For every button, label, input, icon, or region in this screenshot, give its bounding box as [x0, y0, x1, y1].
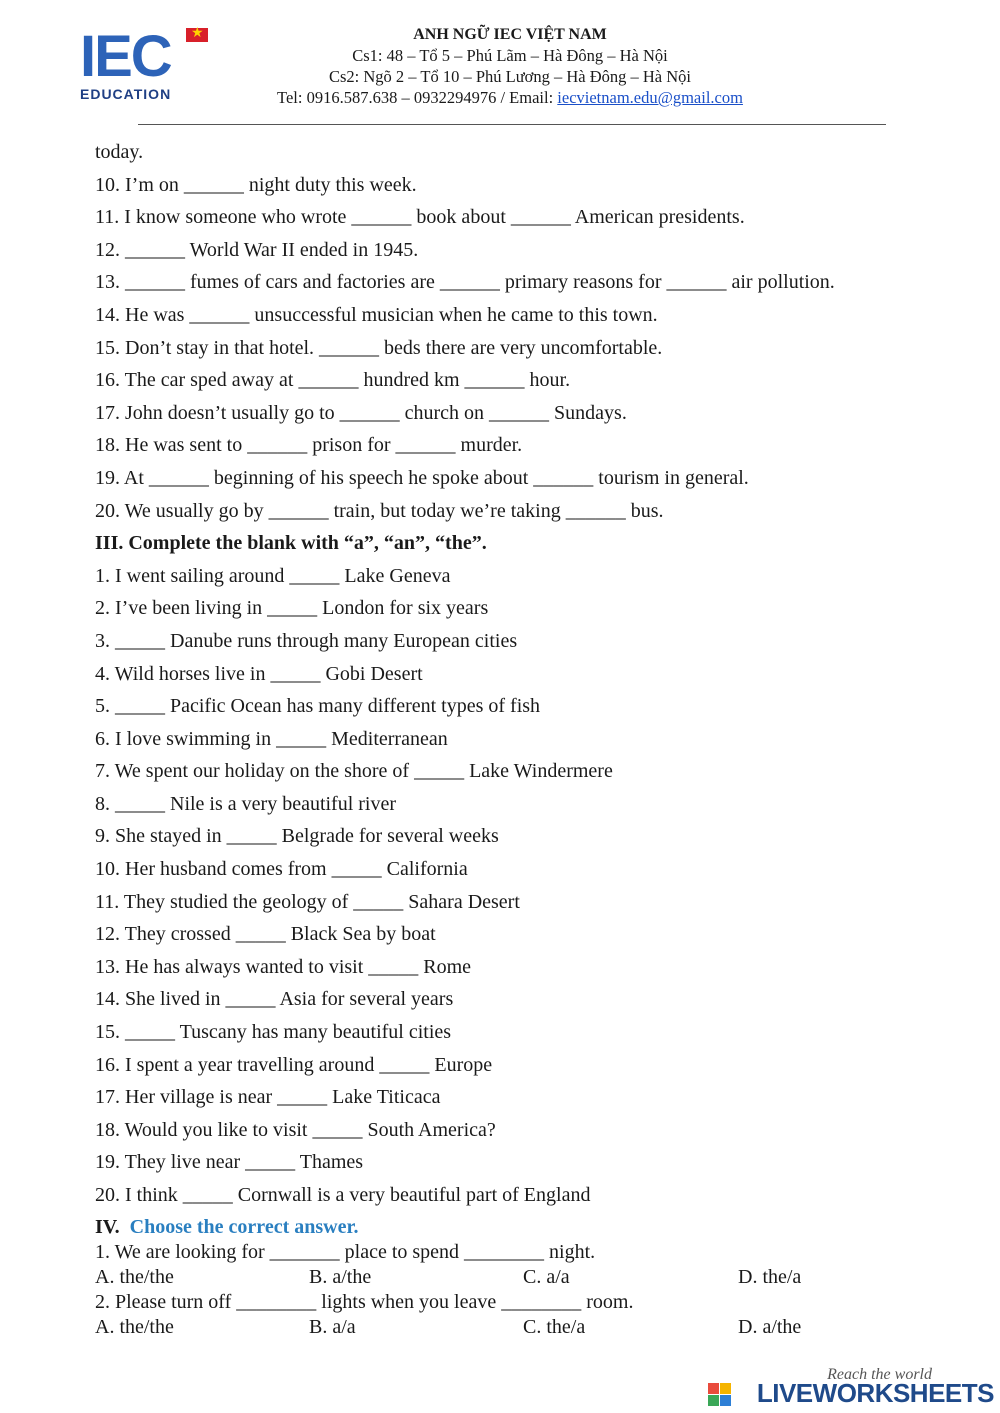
- mc-option[interactable]: D. a/the: [738, 1315, 802, 1338]
- exercise-item: 7. We spent our holiday on the shore of _____ Lake Windermere: [95, 760, 613, 783]
- exercise-item: 2. I’ve been living in _____ London for six years: [95, 597, 489, 620]
- exercise-item: 18. Would you like to visit _____ South America?: [95, 1118, 496, 1141]
- exercise-item: 14. She lived in _____ Asia for several years: [95, 988, 454, 1011]
- section4-numeral: IV.: [95, 1215, 120, 1238]
- exercise-item: 11. I know someone who wrote ______ book about ______ American presidents.: [95, 206, 745, 229]
- iec-logo: [80, 26, 212, 108]
- logo-subtext: EDUCATION: [80, 86, 172, 102]
- section4-list: [95, 1240, 955, 1340]
- exercise-item: 14. He was ______ unsuccessful musician when he came to this town.: [95, 303, 658, 326]
- mc-options: [95, 1265, 955, 1290]
- section4-title: Choose the correct answer.: [129, 1215, 359, 1238]
- mc-option[interactable]: A. the/the: [95, 1265, 174, 1288]
- email-link[interactable]: iecvietnam.edu@gmail.com: [557, 88, 743, 107]
- exercise-item: 1. I went sailing around _____ Lake Geneva: [95, 564, 451, 587]
- letterhead: [200, 24, 820, 108]
- exercise-item: 9. She stayed in _____ Belgrade for several weeks: [95, 825, 499, 848]
- exercise-item: 12. They crossed _____ Black Sea by boat: [95, 923, 436, 946]
- exercise-item: 17. Her village is near _____ Lake Titicaca: [95, 1086, 441, 1109]
- exercise-item: 20. I think _____ Cornwall is a very beautiful part of England: [95, 1184, 591, 1206]
- exercise-item: 4. Wild horses live in _____ Gobi Desert: [95, 662, 423, 685]
- mc-question: 1. We are looking for _______ place to spend ________ night.: [95, 1240, 596, 1263]
- liveworksheets-logo-icon: [708, 1383, 732, 1407]
- exercise-item: 6. I love swimming in _____ Mediterranean: [95, 727, 448, 750]
- worksheet-body: [95, 138, 955, 1340]
- exercise-item: 8. _____ Nile is a very beautiful river: [95, 792, 397, 815]
- footer-brand: LIVEWORKSHEETS: [756, 1378, 994, 1408]
- mc-option[interactable]: C. the/a: [523, 1315, 586, 1338]
- exercise-item: 19. At ______ beginning of his speech he spoke about ______ tourism in general.: [95, 466, 749, 489]
- mc-option[interactable]: C. a/a: [523, 1265, 570, 1288]
- continuation-text: today.: [95, 141, 144, 163]
- exercise-item: 11. They studied the geology of _____ Sahara Desert: [95, 890, 520, 913]
- section4-heading: [95, 1214, 955, 1240]
- section3-list: [95, 562, 955, 1214]
- contact-prefix: Tel: 0916.587.638 – 0932294976 / Email:: [277, 88, 558, 107]
- exercise-item: 13. He has always wanted to visit _____ Rome: [95, 955, 472, 978]
- exercise-item: 13. ______ fumes of cars and factories are ______ primary reasons for ______ air pollution.: [95, 271, 835, 294]
- mc-option[interactable]: B. a/the: [309, 1265, 372, 1288]
- exercise-item: 16. The car sped away at ______ hundred km ______ hour.: [95, 369, 571, 392]
- exercise-item: 12. ______ World War II ended in 1945.: [95, 238, 419, 261]
- exercise-item: 15. Don’t stay in that hotel. ______ beds there are very uncomfortable.: [95, 336, 663, 359]
- address-2: Cs2: Ngõ 2 – Tổ 10 – Phú Lương – Hà Đông – Hà Nội: [328, 67, 692, 86]
- mc-options: [95, 1315, 955, 1340]
- exercise-item: 5. _____ Pacific Ocean has many different types of fish: [95, 695, 541, 718]
- exercise-item: 10. I’m on ______ night duty this week.: [95, 173, 417, 196]
- exercise-item: 3. _____ Danube runs through many European cities: [95, 629, 518, 652]
- exercise-item: 17. John doesn’t usually go to ______ church on ______ Sundays.: [95, 401, 627, 424]
- liveworksheets-footer: [694, 1366, 994, 1410]
- section3-heading: III. Complete the blank with “a”, “an”, “the”.: [95, 532, 487, 555]
- school-title: ANH NGỮ IEC VIỆT NAM: [413, 26, 607, 43]
- mc-option[interactable]: B. a/a: [309, 1315, 356, 1338]
- address-1: Cs1: 48 – Tổ 5 – Phú Lãm – Hà Đông – Hà Nội: [352, 46, 668, 65]
- mc-question: 2. Please turn off ________ lights when you leave ________ room.: [95, 1290, 634, 1313]
- section2-list: [95, 171, 955, 530]
- vietnam-flag-icon: ★: [186, 28, 208, 42]
- mc-option[interactable]: A. the/the: [95, 1315, 174, 1338]
- exercise-item: 20. We usually go by ______ train, but today we’re taking ______ bus.: [95, 499, 664, 522]
- mc-option[interactable]: D. the/a: [738, 1265, 802, 1288]
- header-divider: [138, 124, 886, 125]
- exercise-item: 16. I spent a year travelling around _____ Europe: [95, 1053, 493, 1076]
- exercise-item: 15. _____ Tuscany has many beautiful cities: [95, 1021, 452, 1044]
- exercise-item: 10. Her husband comes from _____ California: [95, 858, 468, 881]
- contact-line: [200, 87, 820, 108]
- footer-tagline: Reach the world: [827, 1366, 932, 1383]
- exercise-item: 18. He was sent to ______ prison for ______ murder.: [95, 434, 523, 457]
- logo-text: IEC: [80, 24, 171, 89]
- exercise-item: 19. They live near _____ Thames: [95, 1151, 364, 1174]
